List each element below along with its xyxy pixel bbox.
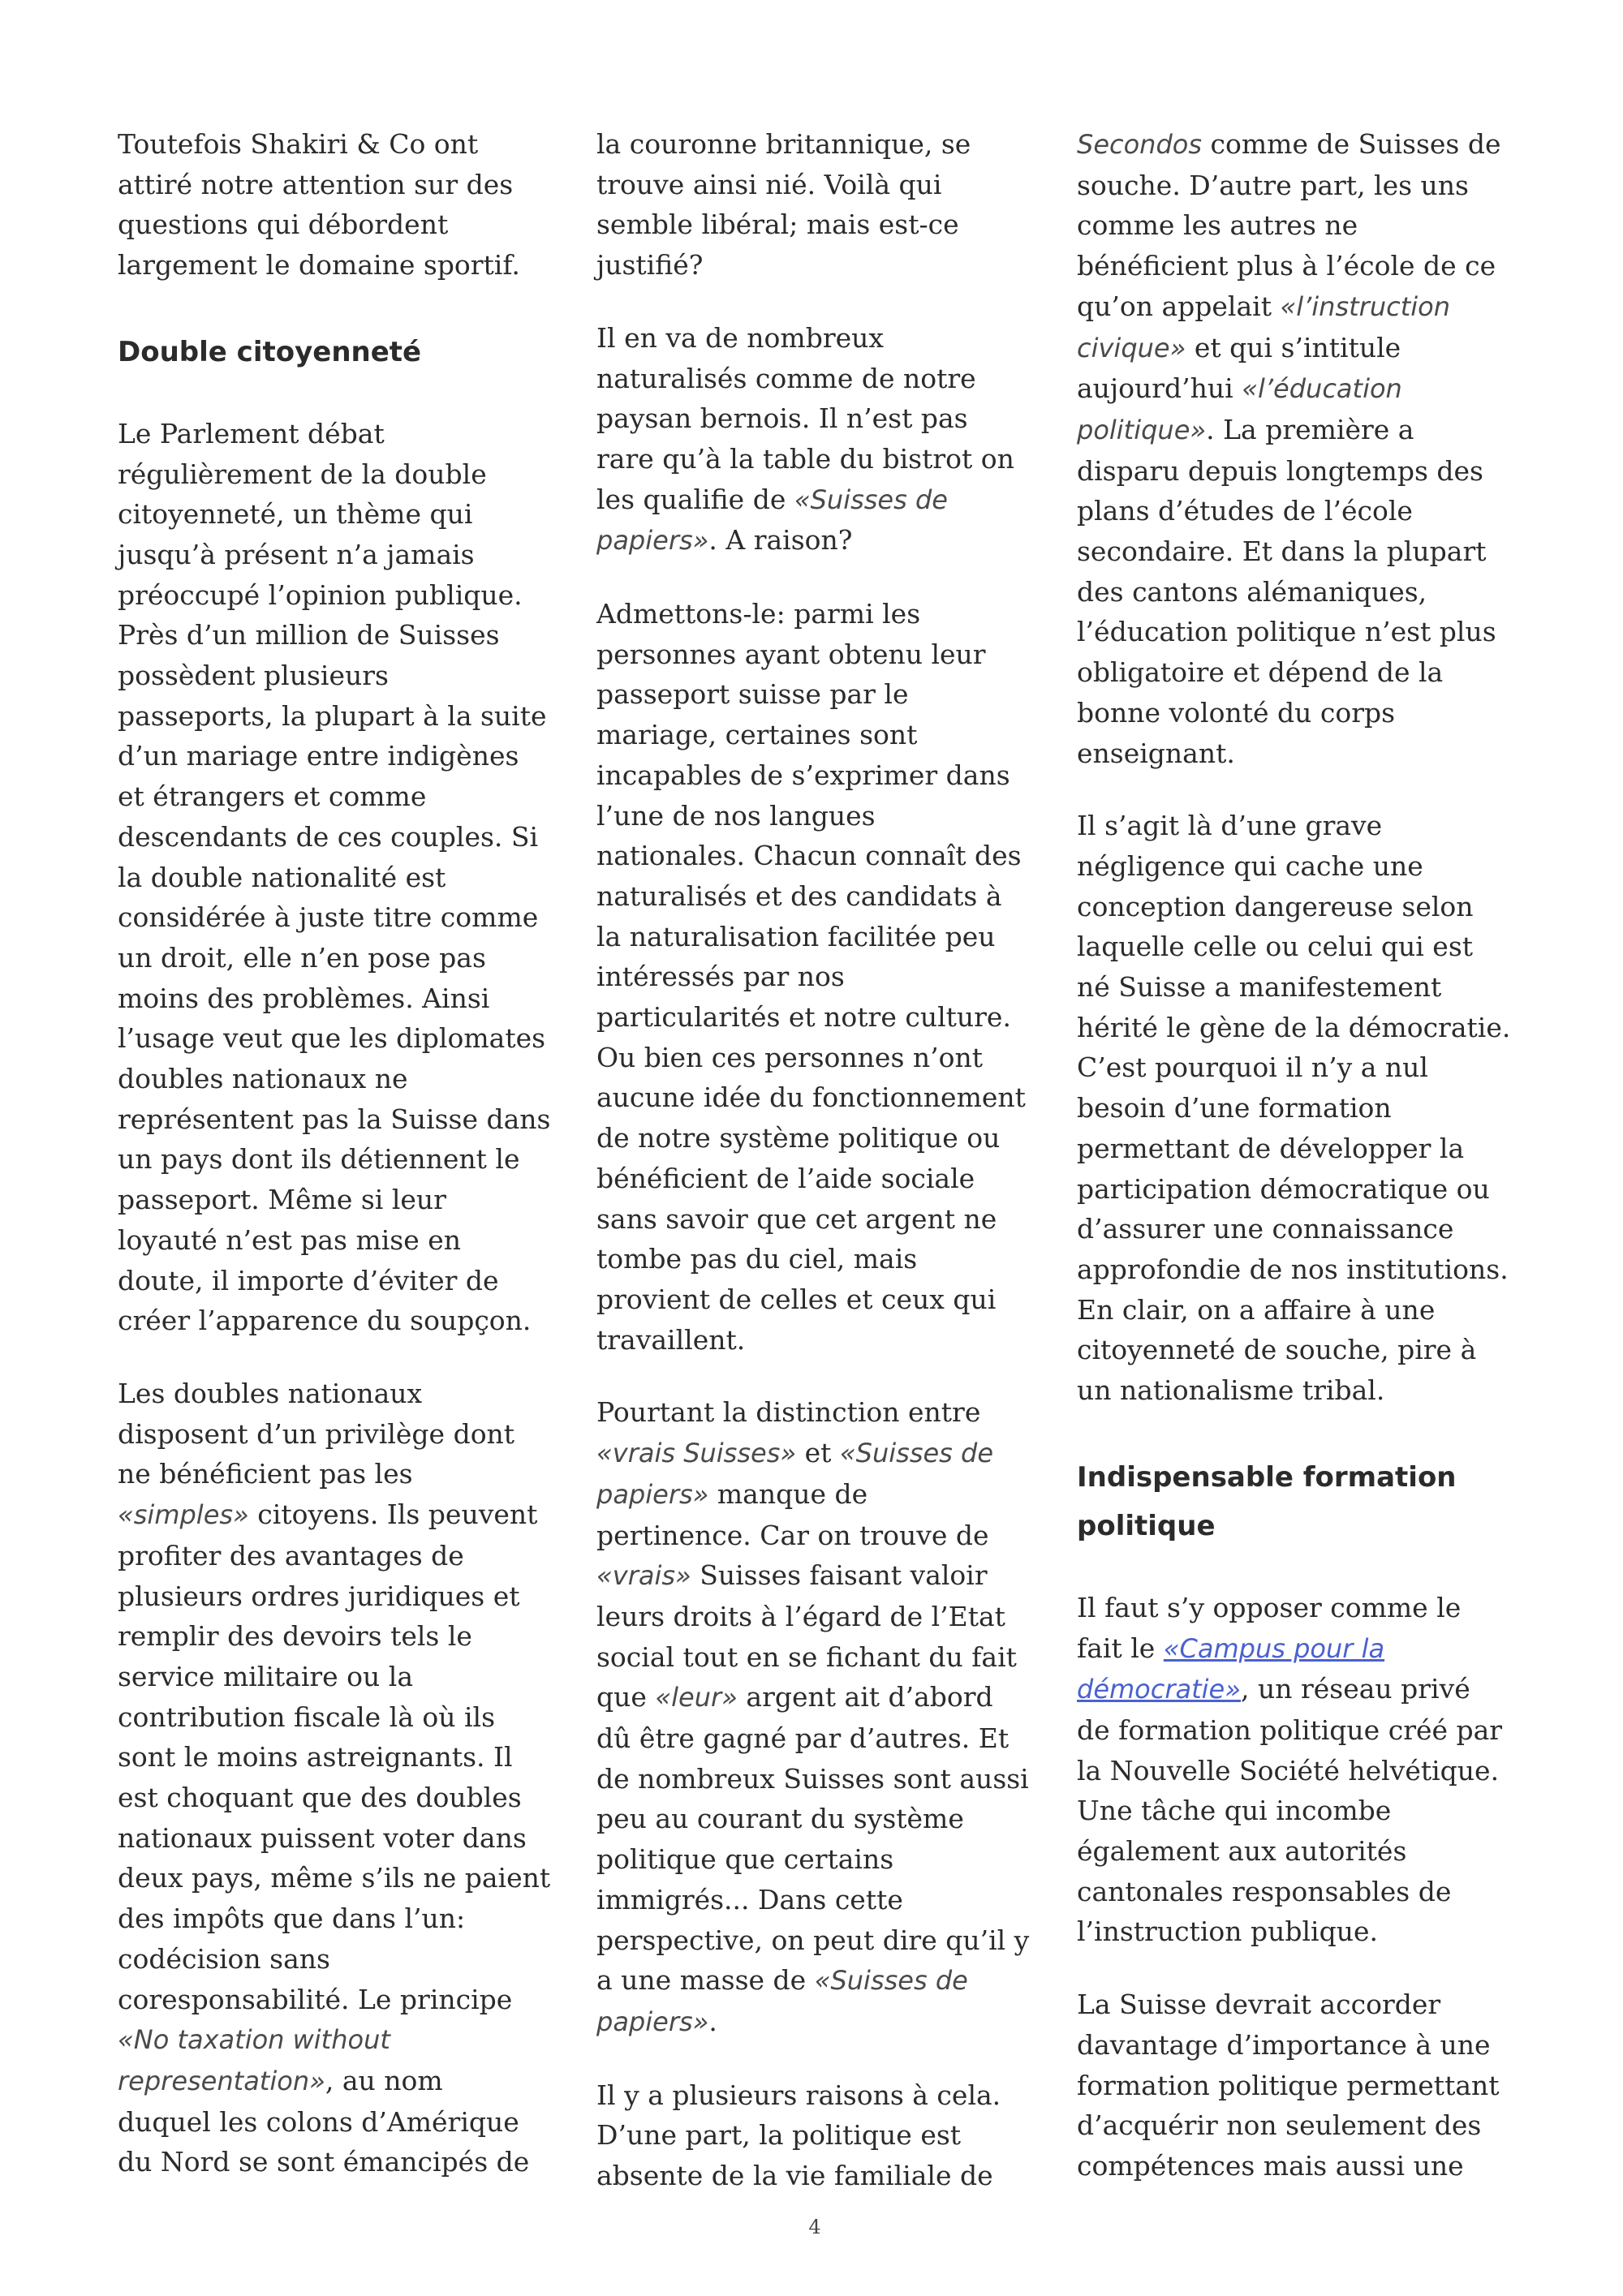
text-line: moins des problèmes. Ainsi [118, 982, 490, 1014]
text-line: compétences mais aussi une [1077, 2149, 1464, 2182]
text-line: possèdent plusieurs [118, 660, 389, 692]
text-line: questions qui débordent [118, 209, 449, 241]
text-line: aucune idée du fonctionnement [596, 1081, 1026, 1114]
text-line [1077, 410, 1531, 451]
paragraph [596, 124, 1051, 286]
paragraph [1077, 806, 1531, 1411]
text-line: plans d’études de l’école [1077, 495, 1413, 527]
text-line [596, 1960, 1051, 2001]
text-line: davantage d’importance à une [1077, 2028, 1491, 2061]
text-line: codécision sans [118, 1942, 330, 1975]
text-line: régulièrement de la double [118, 458, 487, 490]
text-line: comme les autres ne [1077, 209, 1358, 242]
text-line [118, 1494, 572, 1536]
text-line [596, 1474, 1051, 1516]
text-line [1077, 328, 1531, 369]
text-line: laquelle celle ou celui qui est [1077, 931, 1474, 963]
text-line: approfondie de nos institutions. [1077, 1253, 1509, 1285]
text-run: citoyens. Ils peuvent [248, 1498, 538, 1531]
text-run: Suisses faisant valoir [691, 1559, 988, 1592]
text-line: l’instruction publique. [1077, 1915, 1378, 1948]
emphasis-text: «Suisses de [839, 1438, 994, 1469]
text-line: bénéficient plus à l’école de ce [1077, 250, 1496, 282]
text-run: que [596, 1681, 656, 1713]
text-line: cantonales responsables de [1077, 1875, 1452, 1907]
text-line: créer l’apparence du soupçon. [118, 1305, 532, 1337]
text-line: Pourtant la distinction entre [596, 1396, 981, 1429]
emphasis-text: representation» [118, 2065, 325, 2096]
text-line: nationales. Chacun connaît des [596, 840, 1022, 872]
text-line: du Nord se sont émancipés de [118, 2146, 530, 2178]
text-line: rare qu’à la table du bistrot on [596, 442, 1014, 475]
text-line: un nationalisme tribal. [1077, 1374, 1385, 1407]
text-line: la naturalisation facilitée peu [596, 920, 996, 952]
text-line: paysan bernois. Il n’est pas [596, 402, 968, 435]
text-line: descendants de ces couples. Si [118, 820, 539, 853]
text-line: Toutefois Shakiri & Co ont [118, 128, 479, 160]
text-line [1077, 368, 1531, 410]
text-line: représentent pas la Suisse dans [118, 1103, 551, 1135]
text-run: et qui s’intitule [1186, 331, 1401, 363]
text-run: , au nom [325, 2064, 443, 2096]
emphasis-text: «l’instruction [1280, 290, 1450, 322]
text-line: attiré notre attention sur des [118, 168, 514, 200]
text-line [118, 2061, 572, 2102]
text-line: immigrés... Dans cette [596, 1883, 903, 1915]
text-line [596, 1433, 1051, 1474]
text-line: Les doubles nationaux [118, 1377, 423, 1409]
text-line: sans savoir que cet argent ne [596, 1202, 997, 1235]
text-run: fait le [1077, 1632, 1164, 1664]
text-line: enseignant. [1077, 737, 1235, 769]
text-line: de formation politique créé par [1077, 1713, 1503, 1746]
text-line: doute, il importe d’éviter de [118, 1264, 499, 1296]
paragraph [596, 318, 1051, 561]
paragraph [118, 124, 572, 286]
text-line: personnes ayant obtenu leur [596, 638, 986, 670]
text-line: Le Parlement débat [118, 417, 385, 449]
text-line: trouve ainsi nié. Voilà qui [596, 168, 942, 200]
text-line: semble libéral; mais est-ce [596, 209, 959, 241]
emphasis-text: papiers» [596, 2006, 709, 2037]
text-run: argent ait d’abord [737, 1681, 993, 1713]
text-line: disparu depuis longtemps des [1077, 454, 1483, 487]
text-line [596, 2001, 1051, 2043]
text-line: duquel les colons d’Amérique [118, 2105, 519, 2138]
text-run: aujourd’hui [1077, 372, 1242, 405]
text-line [1077, 1628, 1531, 1670]
text-line: également aux autorités [1077, 1835, 1407, 1868]
text-line: naturalisés comme de notre [596, 362, 976, 394]
emphasis-text: «Suisses de [814, 1965, 968, 1997]
text-line: service militaire ou la [118, 1660, 414, 1692]
text-line: Admettons-le: parmi les [596, 598, 921, 630]
text-line: la couronne britannique, se [596, 128, 971, 160]
text-line: sont le moins astreignants. Il [118, 1741, 513, 1774]
text-line: hérité le gène de la démocratie. [1077, 1011, 1511, 1043]
text-line: largement le domaine sportif. [118, 249, 520, 282]
text-line: absente de la vie familiale de [596, 2160, 993, 2192]
text-line [1077, 124, 1531, 166]
text-column-middle [596, 124, 1051, 2229]
text-run: , un réseau privé [1240, 1673, 1470, 1705]
text-line: l’une de nos langues [596, 799, 876, 832]
text-line: social tout en se fichant du fait [596, 1640, 1017, 1673]
text-line: citoyenneté, un thème qui [118, 498, 473, 531]
text-line: secondaire. Et dans la plupart [1077, 535, 1487, 568]
text-line: plusieurs ordres juridiques et [118, 1580, 520, 1612]
text-line: besoin d’une formation [1077, 1092, 1392, 1124]
text-line: coresponsabilité. Le principe [118, 1983, 513, 2015]
text-line: justifié? [596, 249, 704, 282]
text-line: passeports, la plupart à la suite [118, 699, 547, 732]
text-line: Il s’agit là d’une grave [1077, 810, 1383, 842]
text-line: passeport. Même si leur [118, 1184, 446, 1216]
text-line: Il en va de nombreux [596, 321, 885, 354]
text-line: citoyenneté de souche, pire à [1077, 1334, 1477, 1366]
text-line: Indispensable formation [1077, 1460, 1457, 1494]
text-line: est choquant que des doubles [118, 1782, 522, 1814]
paragraph [596, 2075, 1051, 2196]
text-run: . [708, 2005, 717, 2037]
text-line: obligatoire et dépend de la [1077, 656, 1444, 689]
page-number: 4 [808, 2216, 821, 2238]
text-line: passeport suisse par le [596, 678, 909, 711]
text-line: Ou bien ces personnes n’ont [596, 1041, 984, 1073]
text-line: tombe pas du ciel, mais [596, 1243, 918, 1275]
text-line: Près d’un million de Suisses [118, 619, 500, 651]
text-line: d’assurer une connaissance [1077, 1213, 1454, 1245]
campus-democratie-link[interactable]: démocratie» [1077, 1674, 1241, 1705]
text-line: et étrangers et comme [118, 780, 427, 813]
text-line: deux pays, même s’ils ne paient [118, 1862, 551, 1894]
text-line [118, 2019, 572, 2061]
text-line [596, 1555, 1051, 1597]
emphasis-text: «leur» [655, 1682, 738, 1713]
text-run: manque de [708, 1477, 868, 1510]
emphasis-text: «simples» [118, 1499, 249, 1531]
text-line: D’une part, la politique est [596, 2119, 962, 2152]
text-run: les qualifie de [596, 483, 794, 515]
text-line: disposent d’un privilège dont [118, 1417, 515, 1450]
text-line: doubles nationaux ne [118, 1063, 408, 1095]
campus-democratie-link[interactable]: «Campus pour la [1163, 1632, 1385, 1664]
text-line: politique que certains [596, 1843, 894, 1876]
text-run: . La première a [1206, 413, 1414, 445]
text-line: d’acquérir non seulement des [1077, 2109, 1482, 2142]
text-line: préoccupé l’opinion publique. [118, 578, 523, 611]
text-line: de nombreux Suisses sont aussi [596, 1762, 1029, 1795]
text-run: a une masse de [596, 1964, 815, 1997]
text-run: comme de Suisses de [1202, 128, 1501, 160]
text-line: dû être gagné par d’autres. Et [596, 1722, 1010, 1755]
text-line: C’est pourquoi il n’y a nul [1077, 1051, 1428, 1084]
text-line: Double citoyenneté [118, 335, 422, 368]
text-line: naturalisés et des candidats à [596, 879, 1002, 912]
text-line: loyauté n’est pas mise en [118, 1223, 462, 1256]
text-line: participation démocratique ou [1077, 1172, 1490, 1205]
text-line: souche. D’autre part, les uns [1077, 169, 1469, 201]
text-line: La Suisse devrait accorder [1077, 1989, 1441, 2021]
text-line: particularités et notre culture. [596, 1001, 1011, 1034]
text-line: Il y a plusieurs raisons à cela. [596, 2079, 1001, 2111]
text-line: provient de celles et ceux qui [596, 1283, 997, 1315]
text-line: peu au courant du système [596, 1803, 964, 1835]
emphasis-text: «No taxation without [118, 2024, 390, 2056]
emphasis-text: papiers» [596, 1478, 709, 1510]
text-line: remplir des devoirs tels le [118, 1620, 472, 1653]
text-line: bonne volonté du corps [1077, 696, 1396, 729]
emphasis-text: «vrais» [596, 1560, 691, 1592]
section-heading [1077, 1453, 1531, 1550]
text-line: travaillent. [596, 1323, 746, 1356]
emphasis-text: «vrais Suisses» [596, 1438, 797, 1469]
emphasis-text: Secondos [1077, 129, 1203, 160]
paragraph [118, 414, 572, 1341]
text-line: leurs droits à l’égard de l’Etat [596, 1600, 1005, 1632]
text-run: qu’on appelait [1077, 290, 1281, 322]
emphasis-text: «l’éducation [1242, 373, 1402, 405]
text-line: nationaux puissent voter dans [118, 1821, 527, 1854]
text-line: l’usage veut que les diplomates [118, 1022, 546, 1055]
text-line: mariage, certaines sont [596, 719, 918, 751]
text-line [596, 1677, 1051, 1718]
text-line: jusqu’à présent n’a jamais [118, 538, 475, 570]
text-line [596, 520, 1051, 561]
text-line: d’un mariage entre indigènes [118, 740, 519, 772]
text-line [1077, 286, 1531, 328]
paragraph [118, 1374, 572, 2182]
text-line: politique [1077, 1509, 1216, 1542]
text-column-left [118, 124, 572, 2215]
text-column-right [1077, 124, 1531, 2219]
paragraph [1077, 1984, 1531, 2186]
text-line: Une tâche qui incombe [1077, 1795, 1392, 1827]
text-line: la double nationalité est [118, 861, 446, 893]
text-run: . A raison? [708, 524, 853, 557]
text-line: pertinence. Car on trouve de [596, 1519, 989, 1551]
text-line: intéressés par nos [596, 961, 845, 993]
text-line: formation politique permettant [1077, 2069, 1500, 2101]
emphasis-text: «Suisses de [794, 484, 948, 515]
text-line: de notre système politique ou [596, 1122, 1001, 1154]
text-line: Il faut s’y opposer comme le [1077, 1591, 1462, 1623]
text-line: né Suisse a manifestement [1077, 971, 1442, 1004]
text-line [1077, 1669, 1531, 1710]
emphasis-text: politique» [1077, 414, 1207, 445]
text-line: considérée à juste titre comme [118, 901, 539, 934]
text-line [596, 479, 1051, 521]
text-line: négligence qui cache une [1077, 849, 1423, 882]
text-line: En clair, on a affaire à une [1077, 1293, 1436, 1326]
text-line: contribution fiscale là où ils [118, 1701, 496, 1733]
text-line: ne bénéficient pas les [118, 1458, 413, 1490]
emphasis-text: papiers» [596, 525, 709, 557]
text-line: un pays dont ils détiennent le [118, 1143, 520, 1176]
text-run: et [796, 1437, 840, 1469]
paragraph [1077, 1588, 1531, 1952]
text-line: l’éducation politique n’est plus [1077, 616, 1496, 648]
paragraph [596, 594, 1051, 1360]
text-line: la Nouvelle Société helvétique. [1077, 1754, 1500, 1786]
text-line: perspective, on peut dire qu’il y [596, 1924, 1030, 1956]
section-heading [118, 328, 572, 376]
text-line: conception dangereuse selon [1077, 890, 1474, 922]
text-line: bénéficient de l’aide sociale [596, 1162, 975, 1194]
paragraph [1077, 124, 1531, 773]
text-line: des cantons alémaniques, [1077, 575, 1427, 608]
text-line: un droit, elle n’en pose pas [118, 941, 486, 974]
text-line: permettant de développer la [1077, 1132, 1465, 1164]
paragraph [596, 1392, 1051, 2042]
text-line: incapables de s’exprimer dans [596, 759, 1010, 791]
emphasis-text: civique» [1077, 332, 1186, 363]
text-line: profiter des avantages de [118, 1539, 464, 1572]
text-line: des impôts que dans l’un: [118, 1903, 466, 1935]
